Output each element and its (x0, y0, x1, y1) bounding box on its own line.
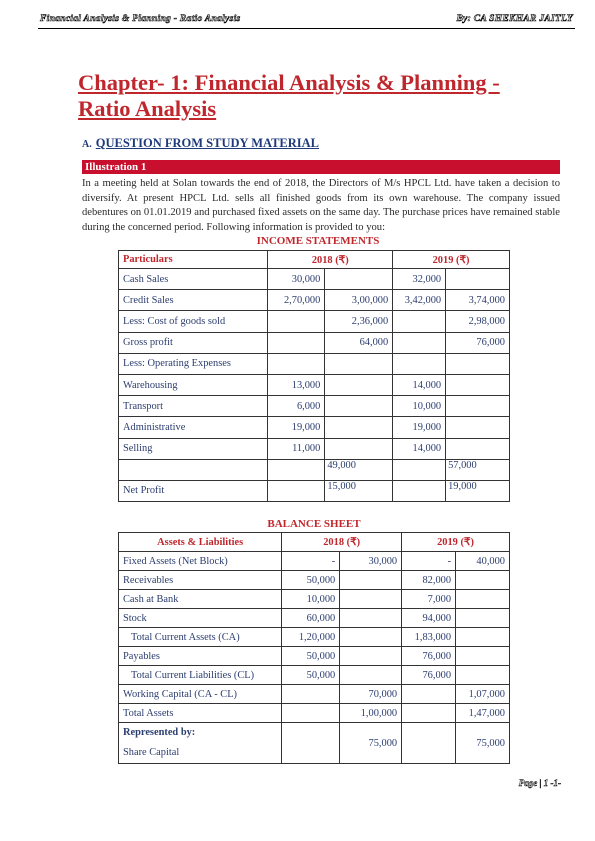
cell (393, 459, 446, 480)
cell: 64,000 (325, 332, 393, 353)
cell (325, 396, 393, 417)
cell: 6,000 (268, 396, 325, 417)
cell (340, 590, 402, 609)
table-row (119, 353, 510, 374)
col-header: 2018 (₹) (268, 251, 393, 269)
illustration-text: In a meeting held at Solan towards the end of 2018, the Directors of M/s HPCL Ltd. have taken a decision to diversify. At present HPCL Ltd. sells all finished goods from its own warehouse. The company issued debentures on 01.01.2019 and purchased fixed assets on the same day. The purchase prices have remained stable during the concerned period. Following information is provided to you: (82, 178, 560, 233)
cell (268, 353, 325, 374)
cell (446, 269, 510, 290)
row-label: Net Profit (119, 480, 268, 501)
row-label: Stock (119, 609, 282, 628)
cell: 76,000 (446, 332, 510, 353)
table-row (119, 628, 510, 647)
cell (325, 269, 393, 290)
table-header-row (119, 251, 510, 269)
cell: 19,000 (393, 417, 446, 438)
table-row (119, 685, 510, 704)
page-number: Page | 1 -1- (518, 778, 561, 788)
represented-by-label: Represented by: (123, 727, 196, 738)
table-row (119, 571, 510, 590)
illustration-label: Illustration 1 (82, 160, 560, 174)
cell (446, 417, 510, 438)
col-header: Assets & Liabilities (119, 533, 282, 552)
row-label: Total Assets (119, 704, 282, 723)
cell (340, 571, 402, 590)
table-row (119, 311, 510, 332)
cell: 19,000 (446, 480, 510, 501)
cell (393, 311, 446, 332)
cell: 70,000 (340, 685, 402, 704)
cell (325, 374, 393, 395)
row-label: Payables (119, 647, 282, 666)
col-header: 2019 (₹) (402, 533, 510, 552)
cell: 19,000 (268, 417, 325, 438)
row-label: Warehousing (119, 374, 268, 395)
row-label: Cash Sales (119, 269, 268, 290)
cell: 2,36,000 (325, 311, 393, 332)
balance-sheet-table (118, 532, 510, 764)
cell (456, 647, 510, 666)
row-label: Total Current Liabilities (CL) (119, 666, 282, 685)
cell: 2,98,000 (446, 311, 510, 332)
cell: - (282, 552, 340, 571)
cell: 94,000 (402, 609, 456, 628)
table-row (119, 647, 510, 666)
cell (340, 666, 402, 685)
cell (340, 628, 402, 647)
row-label: Working Capital (CA - CL) (119, 685, 282, 704)
table-row (119, 374, 510, 395)
section-title: QUESTION FROM STUDY MATERIAL (95, 136, 320, 150)
table-row (119, 290, 510, 311)
row-label: Receivables (119, 571, 282, 590)
cell: 60,000 (282, 609, 340, 628)
table-row (119, 459, 510, 480)
cell (393, 332, 446, 353)
cell: 50,000 (282, 571, 340, 590)
row-label: Less: Cost of goods sold (119, 311, 268, 332)
row-label: Credit Sales (119, 290, 268, 311)
represented-by-cell (119, 723, 282, 764)
cell (446, 374, 510, 395)
cell (446, 353, 510, 374)
row-label: Gross profit (119, 332, 268, 353)
income-statement-title: INCOME STATEMENTS (256, 235, 380, 247)
cell (268, 459, 325, 480)
cell: 30,000 (268, 269, 325, 290)
row-label: Fixed Assets (Net Block) (119, 552, 282, 571)
cell (325, 438, 393, 459)
cell (325, 417, 393, 438)
cell: - (402, 552, 456, 571)
table-row (119, 438, 510, 459)
cell (402, 685, 456, 704)
cell: 14,000 (393, 374, 446, 395)
cell: 50,000 (282, 666, 340, 685)
row-label: Total Current Assets (CA) (119, 628, 282, 647)
cell (446, 438, 510, 459)
cell (446, 396, 510, 417)
cell (456, 609, 510, 628)
table-row (119, 723, 510, 764)
chapter-title: Chapter- 1: Financial Analysis & Planning - Ratio Analysis (78, 70, 500, 121)
cell (456, 666, 510, 685)
cell (268, 332, 325, 353)
header-rule (38, 28, 575, 29)
row-label: Transport (119, 396, 268, 417)
running-header-left: Financial Analysis & Planning - Ratio Analysis (40, 14, 241, 24)
balance-sheet-title: BALANCE SHEET (267, 518, 361, 530)
share-capital-label: Share Capital (123, 747, 180, 758)
cell: 11,000 (268, 438, 325, 459)
cell: 50,000 (282, 647, 340, 666)
cell (340, 647, 402, 666)
table-row (119, 666, 510, 685)
cell: 1,20,000 (282, 628, 340, 647)
section-heading (82, 136, 319, 151)
running-header-right: By: CA SHEKHAR JAITLY (456, 14, 573, 24)
cell: 13,000 (268, 374, 325, 395)
cell: 76,000 (402, 666, 456, 685)
cell (282, 704, 340, 723)
cell: 1,07,000 (456, 685, 510, 704)
cell: 76,000 (402, 647, 456, 666)
col-header: 2018 (₹) (282, 533, 402, 552)
table-row (119, 332, 510, 353)
table-header-row (119, 533, 510, 552)
section-letter: A. (82, 139, 92, 150)
table-row (119, 417, 510, 438)
cell: 15,000 (325, 480, 393, 501)
cell: 32,000 (393, 269, 446, 290)
cell: 3,00,000 (325, 290, 393, 311)
row-label: Cash at Bank (119, 590, 282, 609)
cell (268, 480, 325, 501)
cell (282, 723, 340, 764)
cell: 14,000 (393, 438, 446, 459)
share-capital-2018: 75,000 (340, 723, 402, 764)
cell (402, 704, 456, 723)
cell: 49,000 (325, 459, 393, 480)
table-row (119, 480, 510, 501)
cell: 10,000 (393, 396, 446, 417)
row-label: Administrative (119, 417, 268, 438)
table-row (119, 609, 510, 628)
col-header: Particulars (119, 251, 268, 269)
cell (402, 723, 456, 764)
table-row (119, 552, 510, 571)
table-row (119, 704, 510, 723)
row-label: Selling (119, 438, 268, 459)
cell (456, 628, 510, 647)
table-row (119, 590, 510, 609)
row-label: Less: Operating Expenses (119, 353, 268, 374)
cell: 1,00,000 (340, 704, 402, 723)
cell: 40,000 (456, 552, 510, 571)
cell: 7,000 (402, 590, 456, 609)
cell (393, 353, 446, 374)
cell: 82,000 (402, 571, 456, 590)
cell (282, 685, 340, 704)
cell: 30,000 (340, 552, 402, 571)
cell (268, 311, 325, 332)
cell: 1,83,000 (402, 628, 456, 647)
cell (393, 480, 446, 501)
cell: 3,42,000 (393, 290, 446, 311)
cell: 10,000 (282, 590, 340, 609)
table-row (119, 396, 510, 417)
share-capital-2019: 75,000 (456, 723, 510, 764)
cell: 57,000 (446, 459, 510, 480)
cell (456, 590, 510, 609)
cell (340, 609, 402, 628)
row-label (119, 459, 268, 480)
cell: 2,70,000 (268, 290, 325, 311)
table-row (119, 269, 510, 290)
cell (325, 353, 393, 374)
income-statement-table (118, 250, 510, 502)
col-header: 2019 (₹) (393, 251, 510, 269)
cell: 1,47,000 (456, 704, 510, 723)
cell: 3,74,000 (446, 290, 510, 311)
cell (456, 571, 510, 590)
